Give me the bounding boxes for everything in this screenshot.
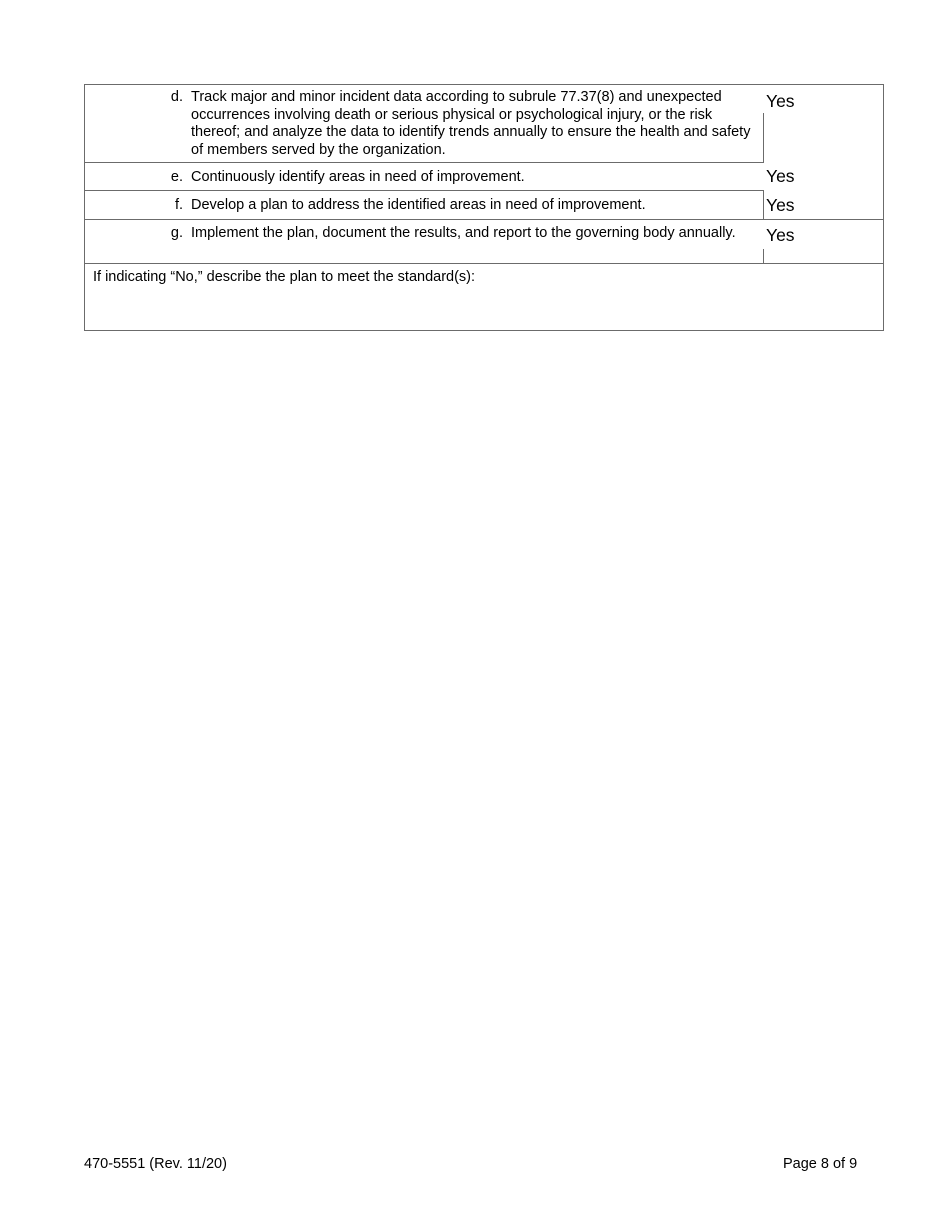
answer-field[interactable]: Yes <box>766 225 795 245</box>
item-letter: d. <box>170 89 183 105</box>
answer-cell-border <box>882 163 883 190</box>
item-text: Develop a plan to address the identified areas in need of improvement. <box>191 197 646 213</box>
answer-field[interactable]: Yes <box>766 195 795 215</box>
item-letter: f. <box>174 197 183 213</box>
answer-field[interactable]: Yes <box>766 166 795 186</box>
no-plan-label: If indicating “No,” describe the plan to meet the standard(s): <box>93 269 476 285</box>
item-text: Continuously identify areas in need of improvement. <box>191 169 525 185</box>
no-plan-description-field[interactable] <box>85 281 883 329</box>
answer-cell-border <box>763 249 764 263</box>
row-divider <box>85 263 883 264</box>
item-text: Implement the plan, document the results, and report to the governing body annually. <box>191 225 736 241</box>
item-text: Track major and minor incident data according to subrule 77.37(8) and unexpected occurrences involving death or serious physical or psychological injury, or the risk thereof; and analyze the data to identify trends annually to ensure the health and safety of members served by the organization. <box>191 89 751 158</box>
form-number: 470-5551 (Rev. 11/20) <box>84 1156 227 1172</box>
page-number: Page 8 of 9 <box>783 1156 858 1172</box>
answer-cell-border <box>763 113 764 162</box>
answer-cell-border <box>763 190 764 219</box>
row-divider <box>85 219 764 220</box>
answer-cell-divider <box>764 219 883 220</box>
row-divider <box>85 162 764 163</box>
row-divider <box>85 190 764 191</box>
item-letter: g. <box>170 225 183 241</box>
item-letter: e. <box>170 169 183 185</box>
requirements-table <box>84 84 884 331</box>
answer-field[interactable]: Yes <box>766 91 795 111</box>
